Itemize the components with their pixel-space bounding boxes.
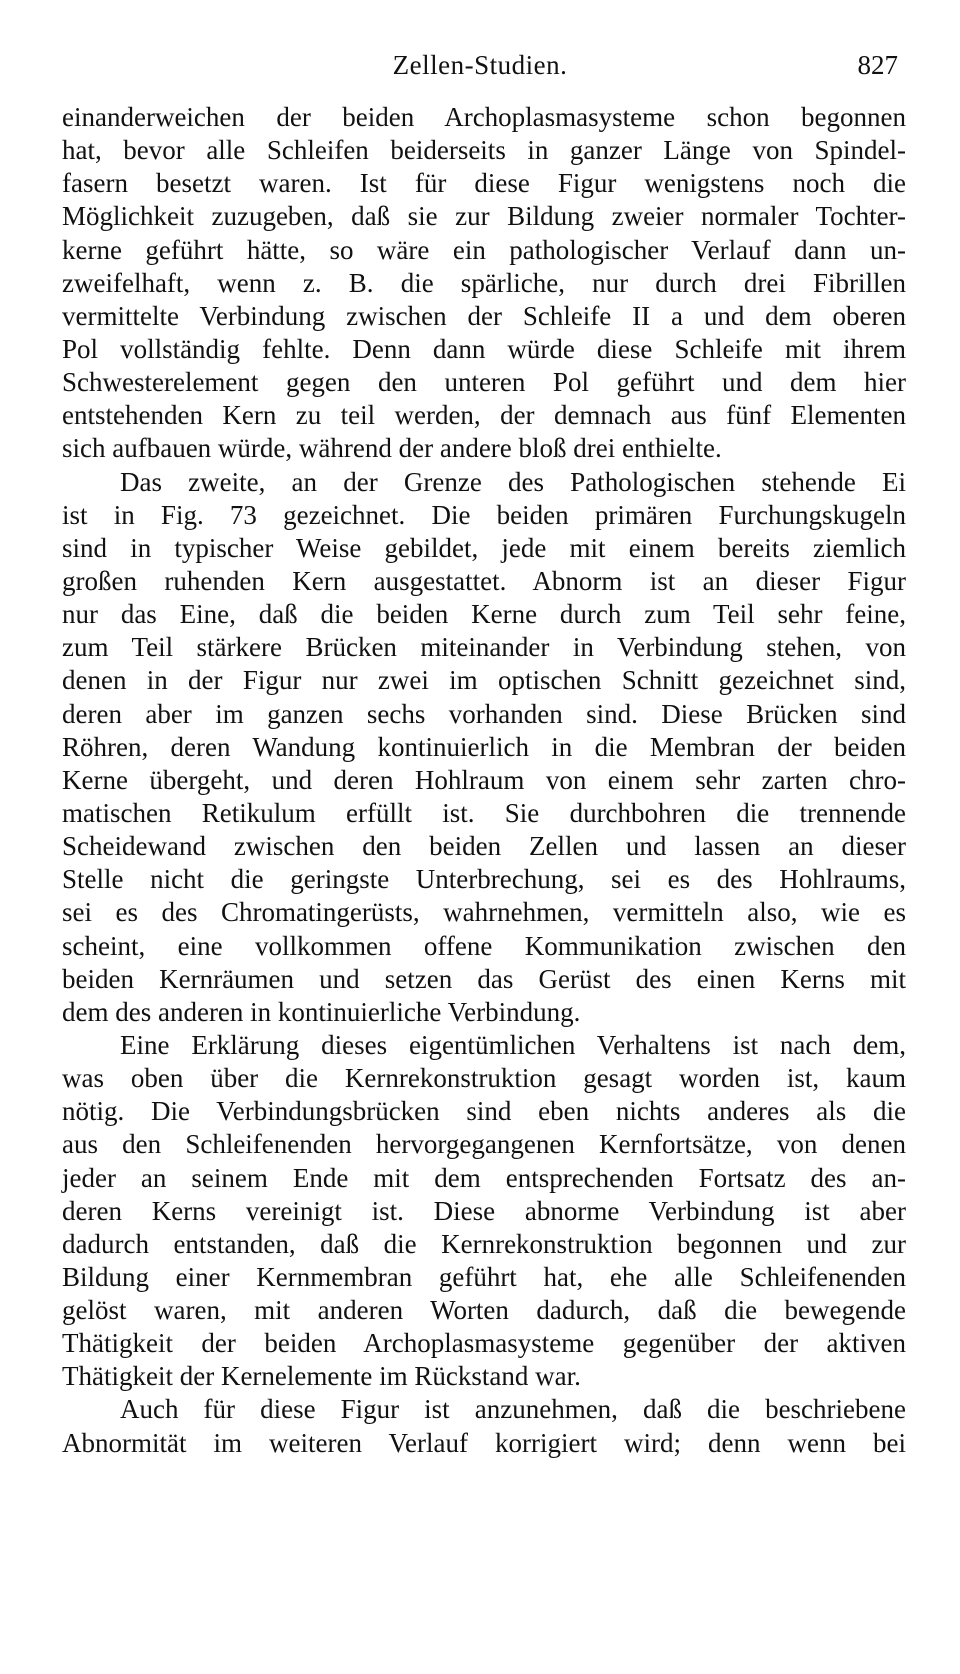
paragraph [62, 101, 906, 466]
text-line: zum Teil stärkere Brücken miteinander in Verbindung stehen, von [62, 632, 906, 663]
text-line: deren aber im ganzen sechs vorhanden sind. Diese Brücken sind [62, 698, 906, 729]
text-line: Bildung einer Kernmembran geführt hat, ehe alle Schleifenenden [62, 1261, 906, 1292]
text-line: großen ruhenden Kern ausgestattet. Abnorm ist an dieser Figur [62, 565, 906, 596]
text-line: zweifelhaft, wenn z. B. die spärliche, nur durch drei Fibrillen [62, 267, 906, 298]
text-line: dem des anderen in kontinuierliche Verbindung. [62, 996, 581, 1027]
text-line: Thätigkeit der beiden Archoplasmasysteme gegenüber der aktiven [62, 1328, 906, 1359]
text-line: beiden Kernräumen und setzen das Gerüst des einen Kerns mit [62, 963, 906, 994]
text-line: nur das Eine, daß die beiden Kerne durch zum Teil sehr feine, [62, 599, 906, 630]
text-line: Schwesterelement gegen den unteren Pol geführt und dem hier [62, 367, 906, 398]
text-line: Abnormität im weiteren Verlauf korrigiert wird; denn wenn bei [62, 1427, 906, 1458]
text-line: Stelle nicht die geringste Unterbrechung, sei es des Hohlraums, [62, 864, 906, 895]
text-line: hat, bevor alle Schleifen beiderseits in ganzer Länge von Spindel- [62, 135, 906, 166]
text-line: sich aufbauen würde, während der andere bloß drei enthielte. [62, 433, 722, 464]
text-line: fasern besetzt waren. Ist für diese Figur wenigstens noch die [62, 168, 906, 199]
paragraph [62, 466, 906, 1029]
text-line: matischen Retikulum erfüllt ist. Sie durchbohren die trennende [62, 797, 906, 828]
text-line: Pol vollständig fehlte. Denn dann würde diese Schleife mit ihrem [62, 333, 906, 364]
text-line: Scheidewand zwischen den beiden Zellen und lassen an dieser [62, 831, 906, 862]
text-line: kerne geführt hätte, so wäre ein pathologischer Verlauf dann un- [62, 234, 906, 265]
text-line: Möglichkeit zuzugeben, daß sie zur Bildung zweier normaler Tochter- [62, 201, 906, 232]
text-line: einanderweichen der beiden Archoplasmasysteme schon begonnen [62, 102, 906, 132]
text-line: jeder an seinem Ende mit dem entsprechenden Fortsatz des an- [62, 1162, 906, 1193]
text-line: Kerne übergeht, und deren Hohlraum von einem sehr zarten chro- [62, 764, 906, 795]
running-title: Zellen-Studien. [392, 50, 568, 80]
text-line: denen in der Figur nur zwei im optischen Schnitt gezeichnet sind, [62, 665, 906, 696]
paragraph [62, 1029, 906, 1394]
text-line: sei es des Chromatingerüsts, wahrnehmen, vermitteln also, wie es [62, 897, 906, 928]
text-line: nötig. Die Verbindungsbrücken sind eben nichts anderes als die [62, 1096, 906, 1127]
text-line: Eine Erklärung dieses eigentümlichen Verhaltens ist nach dem, [120, 1029, 906, 1060]
text-line: aus den Schleifenenden hervorgegangenen Kernfortsätze, von denen [62, 1129, 906, 1160]
text-line: Thätigkeit der Kernelemente im Rückstand war. [62, 1361, 581, 1392]
running-head [62, 50, 898, 90]
text-line: vermittelte Verbindung zwischen der Schleife II a und dem oberen [62, 300, 906, 331]
page-number: 827 [857, 50, 898, 80]
text-line: Röhren, deren Wandung kontinuierlich in die Membran der beiden [62, 731, 906, 762]
text-line: Das zweite, an der Grenze des Pathologischen stehende Ei [120, 466, 906, 497]
text-line: dadurch entstanden, daß die Kernrekonstruktion begonnen und zur [62, 1228, 906, 1259]
text-line: scheint, eine vollkommen offene Kommunikation zwischen den [62, 930, 906, 961]
text-line: was oben über die Kernrekonstruktion gesagt worden ist, kaum [62, 1063, 906, 1094]
text-line: Auch für diese Figur ist anzunehmen, daß die beschriebene [120, 1394, 906, 1425]
text-line: entstehenden Kern zu teil werden, der demnach aus fünf Elementen [62, 400, 906, 431]
text-line: gelöst waren, mit anderen Worten dadurch, daß die bewegende [62, 1295, 906, 1326]
body-text [62, 101, 906, 1460]
text-line: ist in Fig. 73 gezeichnet. Die beiden primären Furchungskugeln [62, 499, 906, 530]
paragraph [62, 1393, 906, 1459]
text-line: sind in typischer Weise gebildet, jede mit einem bereits ziemlich [62, 532, 906, 563]
text-line: deren Kerns vereinigt ist. Diese abnorme Verbindung ist aber [62, 1195, 906, 1226]
